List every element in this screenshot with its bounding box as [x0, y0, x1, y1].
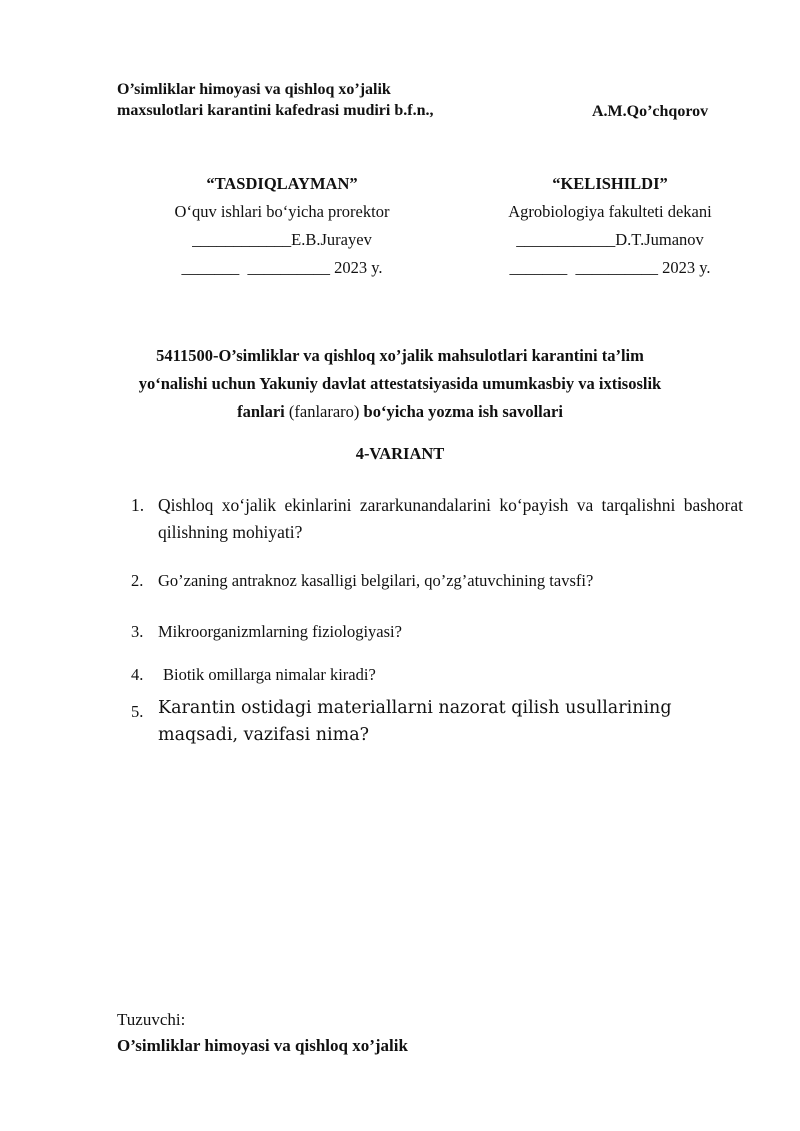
approval-signature-line: ____________E.B.Jurayev — [192, 230, 372, 249]
header-line-2: maxsulotlari karantini kafedrasi mudiri b.f.n., — [117, 102, 434, 119]
agreement-date-line: _______ __________ 2023 y. — [509, 258, 711, 277]
question-number: 3. — [131, 622, 144, 641]
question-text: Mikroorganizmlarning fiziologiyasi? — [158, 622, 402, 641]
approval-role: O‘quv ishlari bo‘yicha prorektor — [174, 202, 390, 221]
document-title-part-c: bo‘yicha yozma ish savollari — [363, 402, 563, 421]
question-2 — [131, 570, 743, 591]
question-number: 5. — [131, 702, 144, 721]
question-5 — [131, 695, 743, 749]
agreement-title: “KELISHILDI” — [552, 174, 668, 193]
question-text: Biotik omillarga nimalar kiradi? — [163, 665, 376, 684]
question-3 — [131, 621, 743, 642]
agreement-role: Agrobiologiya fakulteti dekani — [508, 202, 712, 221]
question-text: Qishloq xo‘jalik ekinlarini zararkunandalarini ko‘payish va tarqalishni bashorat qilishning mohiyati? — [158, 495, 743, 542]
document-title-line-1: 5411500-O’simliklar va qishloq xo’jalik mahsulotlari karantini ta’lim — [156, 346, 644, 365]
question-4 — [131, 664, 743, 685]
approval-block — [132, 170, 432, 282]
footer-author — [117, 1007, 408, 1059]
agreement-signature-line: ____________D.T.Jumanov — [516, 230, 704, 249]
document-title-line-3 — [100, 398, 700, 426]
variant-label: 4-VARIANT — [355, 444, 445, 463]
document-title-part-b: (fanlararo) — [288, 402, 360, 421]
question-number: 2. — [131, 571, 144, 590]
question-text: Go’zaning antraknoz kasalligi belgilari, qo’zg’atuvchining tavsfi? — [158, 571, 594, 590]
question-number: 4. — [131, 665, 144, 684]
document-title-line-2: yo‘nalishi uchun Yakuniy davlat attestatsiyasida umumkasbiy va ixtisoslik — [138, 374, 662, 393]
approval-title: “TASDIQLAYMAN” — [206, 174, 358, 193]
header-department — [117, 79, 433, 121]
header-head-name: A.M.Qo’chqorov — [592, 103, 709, 120]
footer-department: O’simliklar himoyasi va qishloq xo’jalik — [117, 1036, 408, 1055]
document-title — [100, 342, 700, 426]
question-text: Karantin ostidagi materiallarni nazorat qilish usullarining maqsadi, vazifasi nima? — [158, 698, 672, 745]
document-title-part-a: fanlari — [237, 402, 285, 421]
question-1 — [131, 492, 743, 546]
agreement-block — [460, 170, 760, 282]
header-line-1: O’simliklar himoyasi va qishloq xo’jalik — [117, 81, 391, 98]
footer-label: Tuzuvchi: — [117, 1010, 186, 1029]
approval-date-line: _______ __________ 2023 y. — [181, 258, 383, 277]
question-number: 1. — [131, 495, 145, 515]
